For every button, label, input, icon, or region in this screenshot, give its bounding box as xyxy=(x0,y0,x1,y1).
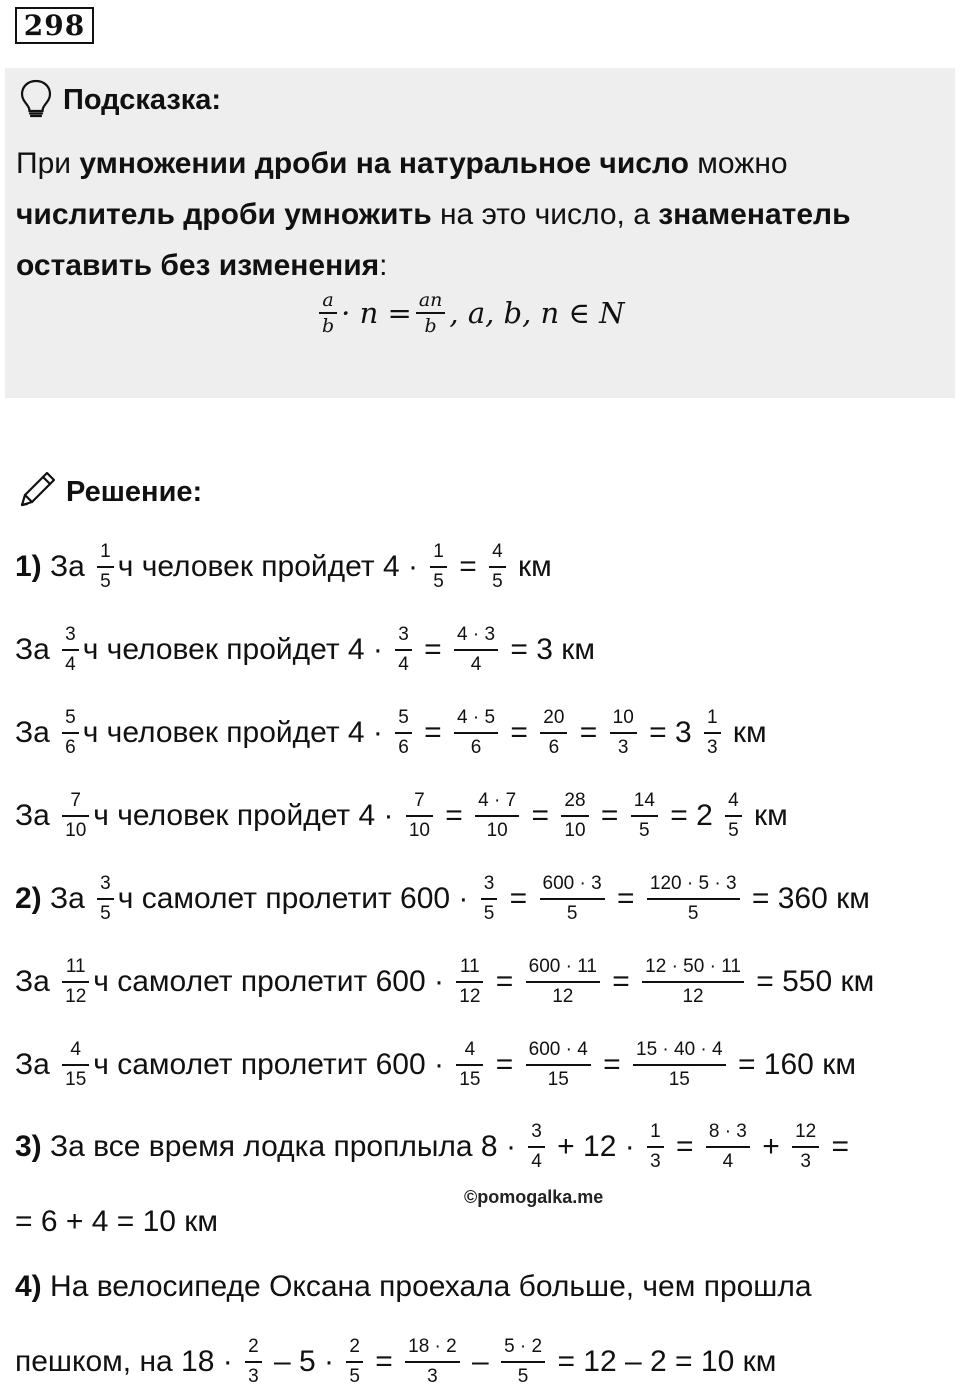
denominator: b xyxy=(424,315,437,337)
hint-segment: : xyxy=(379,249,388,282)
fraction xyxy=(97,541,114,593)
numerator: 4 · 7 xyxy=(478,790,517,811)
fraction xyxy=(561,790,588,842)
hint-emphasis: умножении дроби на натуральное число xyxy=(79,147,689,180)
numerator: 4 xyxy=(464,1039,476,1060)
fraction xyxy=(406,790,433,842)
hint-header xyxy=(19,80,221,120)
numerator: 5 · 2 xyxy=(504,1336,543,1357)
fraction xyxy=(642,956,744,1008)
task-number: 298 xyxy=(15,7,94,44)
text-segment: , a, b, n ∈ N xyxy=(449,296,625,330)
numerator: 3 xyxy=(100,873,111,894)
fraction xyxy=(704,707,721,759)
denominator: 5 xyxy=(517,1366,529,1387)
lightbulb-icon xyxy=(19,78,53,123)
denominator: 3 xyxy=(617,737,629,758)
numerator: 1 xyxy=(650,1121,661,1142)
fraction xyxy=(319,288,337,338)
text-segment: ч человек пройдет 4 · xyxy=(82,716,392,749)
text-segment: На велосипеде Оксана проехала больше, чем прошла xyxy=(41,1270,812,1303)
solution-line xyxy=(15,537,552,597)
denominator: 5 xyxy=(566,903,578,924)
denominator: b xyxy=(322,315,335,337)
numerator: 15 · 40 · 4 xyxy=(636,1039,723,1060)
numerator: 4 xyxy=(492,541,503,562)
item-number: 3) xyxy=(15,1130,42,1163)
solution-line xyxy=(15,1035,856,1095)
solution-line xyxy=(15,1332,776,1392)
solution-header xyxy=(16,470,202,514)
fraction xyxy=(792,1121,819,1173)
numerator: 12 · 50 · 11 xyxy=(645,956,741,977)
text-segment: км xyxy=(745,799,788,832)
numerator: 18 · 2 xyxy=(408,1336,457,1357)
text-segment: · n = xyxy=(341,296,412,330)
solution-title: Решение: xyxy=(66,475,203,508)
text-segment: = xyxy=(487,1048,522,1081)
numerator: 3 xyxy=(398,624,409,645)
text-segment: = xyxy=(366,1345,402,1378)
denominator: 5 xyxy=(492,571,503,592)
numerator: 5 xyxy=(65,707,76,728)
fraction xyxy=(62,956,89,1008)
numerator: a xyxy=(322,289,334,311)
numerator: 600 · 3 xyxy=(542,873,602,894)
denominator: 15 xyxy=(547,1069,569,1090)
denominator: 5 xyxy=(100,903,111,924)
fraction xyxy=(706,1121,750,1173)
text-segment: = 2 xyxy=(661,799,722,832)
denominator: 6 xyxy=(548,737,560,758)
text-segment: За xyxy=(15,716,59,749)
text-segment: = xyxy=(592,799,627,832)
fraction xyxy=(501,1336,545,1388)
text-segment: – xyxy=(463,1345,498,1378)
hint-emphasis: числитель дроби умножить xyxy=(16,198,432,231)
fraction xyxy=(430,541,447,593)
numerator: 10 xyxy=(612,707,634,728)
denominator: 15 xyxy=(668,1069,690,1090)
text-segment: км xyxy=(509,550,552,583)
item-number: 4) xyxy=(15,1270,42,1303)
denominator: 3 xyxy=(800,1151,811,1172)
denominator: 4 xyxy=(65,654,76,675)
denominator: 5 xyxy=(639,820,650,841)
text-segment: ч человек пройдет 4 · xyxy=(93,799,402,832)
fraction xyxy=(346,1336,363,1388)
numerator: 3 xyxy=(483,873,495,894)
text-segment: ч человек пройдет 4 · xyxy=(117,550,427,583)
numerator: 11 xyxy=(65,956,86,977)
numerator: 4 xyxy=(70,1039,81,1060)
denominator: 10 xyxy=(486,820,508,841)
numerator: 7 xyxy=(70,790,81,811)
fraction xyxy=(725,790,742,842)
denominator: 3 xyxy=(427,1366,438,1387)
fraction xyxy=(405,1336,460,1388)
denominator: 12 xyxy=(552,986,574,1007)
hint-segment: можно xyxy=(688,147,788,180)
fraction xyxy=(62,624,79,676)
text-segment: = xyxy=(823,1130,850,1163)
denominator: 10 xyxy=(65,820,87,841)
fraction xyxy=(526,956,600,1008)
denominator: 5 xyxy=(728,820,739,841)
fraction xyxy=(526,1039,591,1091)
fraction xyxy=(456,956,483,1008)
numerator: 1 xyxy=(100,541,111,562)
numerator: 2 xyxy=(248,1336,259,1357)
fraction xyxy=(454,707,498,759)
numerator: 1 xyxy=(706,707,718,728)
solution-line xyxy=(15,620,595,680)
fraction xyxy=(631,790,658,842)
denominator: 6 xyxy=(65,737,76,758)
text-segment: За xyxy=(15,965,59,998)
text-segment: = xyxy=(415,716,451,749)
fraction xyxy=(633,1039,726,1091)
denominator: 5 xyxy=(483,903,495,924)
text-segment: За xyxy=(15,799,59,832)
text-segment: = xyxy=(594,1048,629,1081)
numerator: an xyxy=(418,289,443,311)
text-segment: = xyxy=(603,965,639,998)
text-segment: + 12 · xyxy=(548,1130,644,1163)
text-segment: = 550 км xyxy=(747,965,875,998)
numerator: 1 xyxy=(433,541,444,562)
text-segment: ч самолет пролетит 600 · xyxy=(117,882,477,915)
item-number: 1) xyxy=(15,550,42,583)
denominator: 4 xyxy=(722,1151,734,1172)
hint-formula xyxy=(315,288,625,338)
text-segment: = 3 xyxy=(640,716,700,749)
text-segment: = 12 – 2 = 10 км xyxy=(549,1345,777,1378)
numerator: 5 xyxy=(398,707,409,728)
text-segment: = xyxy=(571,716,606,749)
solution-line xyxy=(15,952,874,1012)
denominator: 12 xyxy=(682,986,704,1007)
numerator: 4 · 3 xyxy=(457,624,496,645)
denominator: 4 xyxy=(531,1151,542,1172)
numerator: 4 xyxy=(728,790,739,811)
numerator: 3 xyxy=(65,624,76,645)
solution-line xyxy=(15,869,870,929)
text-segment: = xyxy=(436,799,472,832)
fraction xyxy=(540,873,605,925)
text-segment: = xyxy=(667,1130,702,1163)
denominator: 5 xyxy=(433,571,444,592)
numerator: 14 xyxy=(633,790,655,811)
denominator: 15 xyxy=(459,1069,481,1090)
text-segment: = xyxy=(502,716,537,749)
hint-title: Подсказка: xyxy=(63,83,222,116)
fraction xyxy=(395,707,412,759)
fraction xyxy=(97,873,114,925)
denominator: 10 xyxy=(564,820,586,841)
text-segment: = 160 км xyxy=(729,1048,856,1081)
denominator: 15 xyxy=(65,1069,87,1090)
numerator: 12 xyxy=(795,1121,817,1142)
denominator: 12 xyxy=(459,986,481,1007)
fraction xyxy=(416,288,446,338)
text-segment: = xyxy=(487,965,522,998)
denominator: 10 xyxy=(408,820,430,841)
fraction xyxy=(245,1336,262,1388)
solution-line xyxy=(15,703,767,763)
denominator: 3 xyxy=(706,737,718,758)
text-segment: = xyxy=(450,550,486,583)
fraction xyxy=(62,790,89,842)
solution-line xyxy=(15,1117,849,1177)
text-segment: За xyxy=(41,550,94,583)
denominator: 5 xyxy=(687,903,699,924)
denominator: 5 xyxy=(349,1366,360,1387)
numerator: 2 xyxy=(349,1336,360,1357)
numerator: 20 xyxy=(543,707,565,728)
fraction xyxy=(610,707,637,759)
fraction xyxy=(395,624,412,676)
text-segment: = 360 км xyxy=(743,882,870,915)
numerator: 4 · 5 xyxy=(457,707,496,728)
fraction xyxy=(540,707,567,759)
item-number: 2) xyxy=(15,882,42,915)
text-segment: ч человек пройдет 4 · xyxy=(82,633,392,666)
text-segment: = 6 + 4 = 10 км xyxy=(15,1205,219,1238)
pencil-icon xyxy=(16,469,58,516)
hint-segment: на это число, а xyxy=(431,198,659,231)
hint-text xyxy=(16,138,936,291)
numerator: 600 · 4 xyxy=(528,1039,588,1060)
denominator: 4 xyxy=(470,654,482,675)
text-segment: ч самолет пролетит 600 · xyxy=(93,965,453,998)
fraction xyxy=(454,624,498,676)
solution-line xyxy=(15,1192,218,1252)
fraction xyxy=(528,1121,545,1173)
hint-emphasis: знаменатель оставить без изменения xyxy=(16,198,851,282)
numerator: 3 xyxy=(531,1121,542,1142)
fraction xyxy=(647,1121,664,1173)
numerator: 8 · 3 xyxy=(708,1121,747,1142)
text-segment: За xyxy=(15,633,59,666)
denominator: 3 xyxy=(248,1366,259,1387)
denominator: 12 xyxy=(65,986,87,1007)
fraction xyxy=(456,1039,483,1091)
solution-line xyxy=(15,786,788,846)
text-segment: За xyxy=(15,1048,59,1081)
text-segment: За xyxy=(41,882,94,915)
solution-line xyxy=(15,1257,812,1317)
numerator: 600 · 11 xyxy=(528,956,597,977)
text-segment: ч самолет пролетит 600 · xyxy=(93,1048,453,1081)
denominator: 3 xyxy=(650,1151,661,1172)
text-segment: За все время лодка проплыла 8 · xyxy=(41,1130,525,1163)
numerator: 11 xyxy=(460,956,480,977)
numerator: 7 xyxy=(414,790,425,811)
denominator: 4 xyxy=(398,654,409,675)
fraction xyxy=(62,707,79,759)
text-segment: = 3 км xyxy=(502,633,596,666)
fraction xyxy=(489,541,506,593)
text-segment: – 5 · xyxy=(265,1345,343,1378)
fraction xyxy=(62,1039,89,1091)
hint-segment: При xyxy=(16,147,80,180)
denominator: 6 xyxy=(398,737,409,758)
text-segment: = xyxy=(415,633,451,666)
text-segment: = xyxy=(523,799,558,832)
text-segment: = xyxy=(501,882,536,915)
watermark: ©pomogalka.me xyxy=(464,1187,604,1207)
hint-box xyxy=(5,68,955,398)
numerator: 28 xyxy=(564,790,586,811)
fraction xyxy=(481,873,498,925)
numerator: 120 · 5 · 3 xyxy=(649,873,737,894)
fraction xyxy=(475,790,519,842)
text-segment: км xyxy=(724,716,767,749)
denominator: 5 xyxy=(100,571,111,592)
text-segment: + xyxy=(753,1130,789,1163)
denominator: 6 xyxy=(470,737,482,758)
fraction xyxy=(647,873,740,925)
text-segment: = xyxy=(608,882,643,915)
text-segment: пешком, на 18 · xyxy=(15,1345,242,1378)
